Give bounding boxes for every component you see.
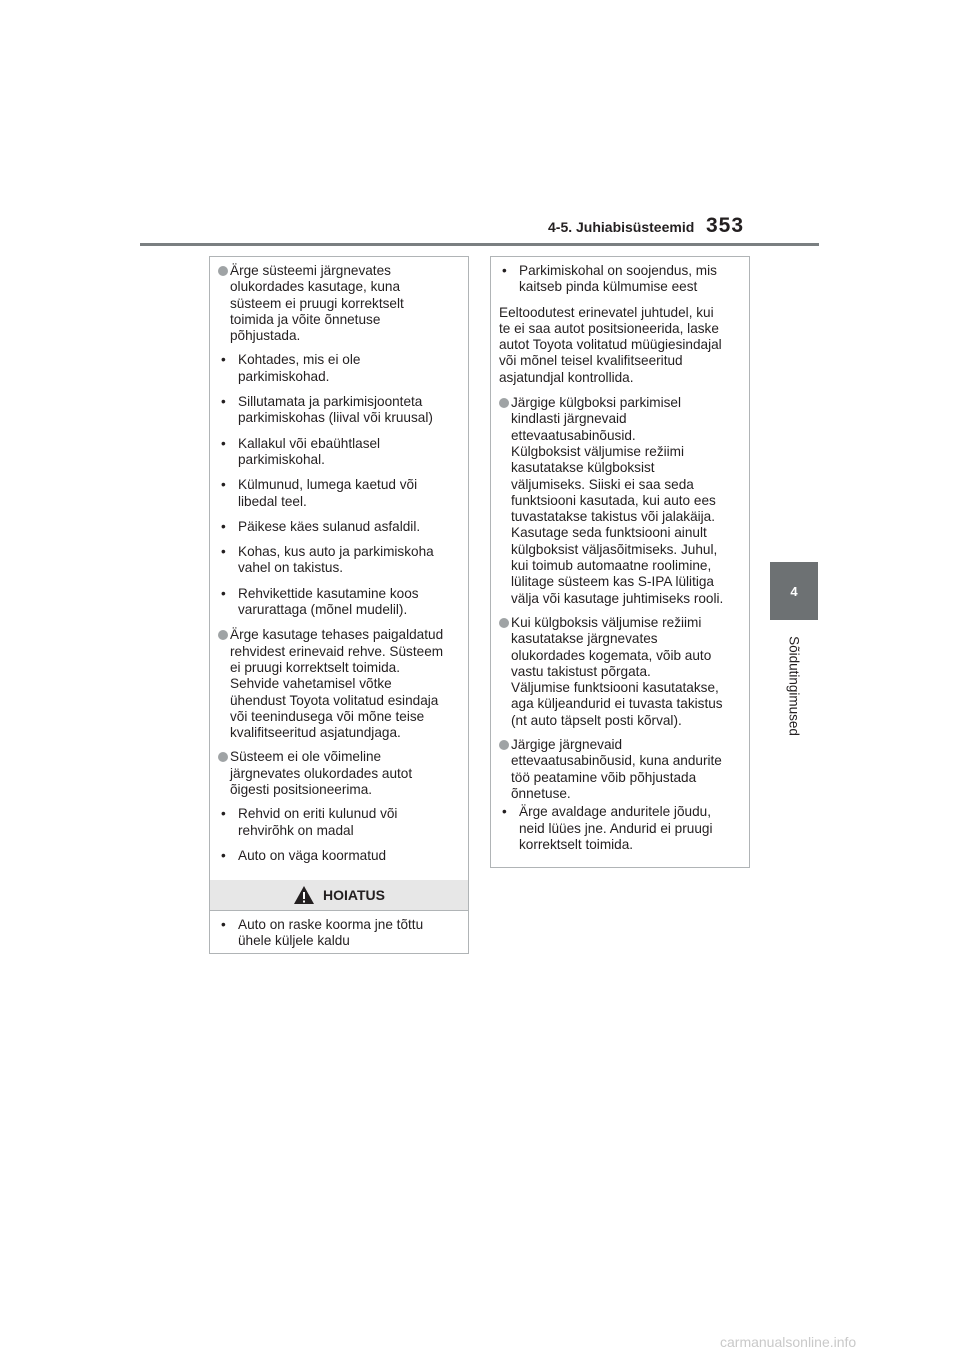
bullet-icon: • xyxy=(221,585,226,601)
text-line: Rehvikettide kasutamine koos xyxy=(238,585,419,601)
text-line: väljumiseks. Siiski ei saa seda xyxy=(511,476,694,492)
text-line: Järgige külgboksi parkimisel xyxy=(511,395,681,411)
text-line: rehvidest erinevaid rehve. Süsteem xyxy=(230,643,444,659)
warning-content xyxy=(218,917,458,959)
bullet-point xyxy=(499,615,739,729)
text-line: kaitseb pinda külmumise eest xyxy=(519,279,698,295)
text-line: (nt auto täpselt posti kõrval). xyxy=(511,712,682,728)
text-line: olukordades kasutage, kuna xyxy=(230,279,401,295)
text-line: töö peatamine võib põhjustada xyxy=(511,769,697,785)
text-line: kasutatakse järgnevates xyxy=(511,631,658,647)
chapter-tab: 4 xyxy=(770,562,818,620)
warning-label: HOIATUS xyxy=(323,887,385,903)
text-line: varurattaga (mõnel mudelil). xyxy=(238,602,408,618)
list-item xyxy=(218,806,458,839)
bullet-icon: • xyxy=(221,518,226,534)
text-line: Väljumise funktsiooni kasutatakse, xyxy=(511,680,719,696)
list-item xyxy=(218,352,458,385)
bullet-point xyxy=(218,263,458,344)
bullet-icon: • xyxy=(502,804,507,820)
right-caution-box xyxy=(490,256,750,868)
bullet-dot-icon xyxy=(499,740,509,750)
list-item xyxy=(218,436,458,469)
bullet-icon: • xyxy=(221,477,226,493)
text-line: Kui külgboksis väljumise režiimi xyxy=(511,614,702,630)
text-line: Auto on raske koorma jne tõttu xyxy=(238,917,424,932)
text-line: libedal teel. xyxy=(238,493,307,509)
warning-header xyxy=(210,880,468,911)
text-line: toimida ja võite õnnetuse xyxy=(230,311,381,327)
text-line: Sillutamata ja parkimisjoonteta xyxy=(238,394,423,410)
list-item xyxy=(499,263,739,296)
text-line: vastu takistust põrgata. xyxy=(511,663,651,679)
text-line: põhjustada. xyxy=(230,328,301,344)
text-line: või mõnel teisel kvalifitseeritud xyxy=(499,353,683,369)
text-line: Ärge kasutage tehases paigaldatud xyxy=(230,627,444,643)
text-line: vahel on takistus. xyxy=(238,560,344,576)
text-line: õigesti positsioneerima. xyxy=(230,782,373,798)
bullet-dot-icon xyxy=(218,266,228,276)
left-caution-box xyxy=(209,256,469,954)
bullet-icon: • xyxy=(221,435,226,451)
list-item xyxy=(218,519,458,535)
list-item xyxy=(218,586,458,619)
text-line: õnnetuse. xyxy=(511,785,571,801)
text-line: rehvirõhk on madal xyxy=(238,822,354,838)
bullet-point xyxy=(218,749,458,798)
text-line: ühendust Toyota volitatud esindaja xyxy=(230,692,439,708)
list-item xyxy=(218,394,458,427)
text-line: süsteem ei pruugi korrektselt xyxy=(230,295,404,311)
bullet-point xyxy=(499,737,739,802)
text-line: lülitage süsteem kas S-IPA lülitiga xyxy=(511,574,714,590)
list-item xyxy=(218,848,458,864)
text-line: Auto on väga koormatud xyxy=(238,847,387,863)
text-line: välja või kasutage juhtimiseks rooli. xyxy=(511,590,724,606)
bullet-icon: • xyxy=(221,847,226,863)
list-item xyxy=(218,477,458,510)
text-line: ettevaatusabinõusid. xyxy=(511,427,636,443)
text-line: kasutatakse külgboksist xyxy=(511,460,655,476)
bullet-icon: • xyxy=(502,263,507,278)
text-line: Sehvide vahetamisel võtke xyxy=(230,676,392,692)
page-number: 353 xyxy=(706,214,745,237)
watermark: carmanualsonline.info xyxy=(720,1334,857,1350)
text-line: korrektselt toimida. xyxy=(519,836,634,852)
text-line: Ärge süsteemi järgnevates xyxy=(230,263,391,278)
text-line: Kohas, kus auto ja parkimiskoha xyxy=(238,544,434,560)
bullet-point xyxy=(218,627,458,741)
warning-triangle-icon xyxy=(293,885,315,905)
text-line: või teenindusega või mõne teise xyxy=(230,708,425,724)
text-line: funktsiooni kasutada, kui auto ees xyxy=(511,492,716,508)
text-line: olukordades kogemata, võib auto xyxy=(511,647,712,663)
bullet-icon: • xyxy=(221,917,226,932)
text-line: kui toimub automaatne roolimine, xyxy=(511,558,712,574)
list-item xyxy=(499,804,739,853)
bullet-dot-icon xyxy=(218,752,228,762)
bullet-dot-icon xyxy=(499,398,509,408)
header-rule xyxy=(140,243,819,246)
text-line: ühele küljele kaldu xyxy=(238,933,350,949)
paragraph xyxy=(499,305,739,386)
text-line: Järgige järgnevaid xyxy=(511,737,623,753)
text-line: parkimiskohas (liival või kruusal) xyxy=(238,410,433,426)
text-line: Ärge avaldage anduritele jõudu, xyxy=(519,804,711,820)
chapter-title: Sõidutingimused xyxy=(786,636,802,736)
text-line: Eeltoodutest erinevatel juhtudel, kui xyxy=(499,304,714,320)
bullet-dot-icon xyxy=(218,630,228,640)
text-line: ettevaatusabinõusid, kuna andurite xyxy=(511,753,722,769)
text-line: neid lüües jne. Andurid ei pruugi xyxy=(519,820,713,836)
bullet-point xyxy=(499,395,739,607)
text-line: tuvastatakse takistus või jalakäija. xyxy=(511,509,716,525)
text-line: Rehvid on eriti kulunud või xyxy=(238,806,398,822)
text-line: järgnevates olukordades autot xyxy=(230,765,413,781)
list-item xyxy=(218,917,458,950)
text-line: kvalifitseeritud asjatundjaga. xyxy=(230,725,401,741)
text-line: asjatundjal kontrollida. xyxy=(499,369,634,385)
list-item xyxy=(218,544,458,577)
section-title: 4-5. Juhiabisüsteemid xyxy=(548,219,695,235)
text-line: Kohtades, mis ei ole xyxy=(238,352,361,368)
bullet-icon: • xyxy=(221,352,226,368)
text-line: parkimiskohal. xyxy=(238,451,325,467)
text-line: aga küljeandurid ei tuvasta takistus xyxy=(511,696,723,712)
text-line: Süsteem ei ole võimeline xyxy=(230,749,382,765)
text-line: Külmunud, lumega kaetud või xyxy=(238,477,418,493)
text-line: Parkimiskohal on soojendus, mis xyxy=(519,263,717,278)
text-line: Kasutage seda funktsiooni ainult xyxy=(511,525,707,541)
text-line: Kallakul või ebaühtlasel xyxy=(238,435,381,451)
bullet-icon: • xyxy=(221,394,226,410)
text-line: kindlasti järgnevaid xyxy=(511,411,627,427)
text-line: Päikese käes sulanud asfaldil. xyxy=(238,518,421,534)
text-line: autot Toyota volitatud müügiesindajal xyxy=(499,337,722,353)
bullet-icon: • xyxy=(221,806,226,822)
text-line: külgboksist väljasõitmiseks. Juhul, xyxy=(511,541,718,557)
text-line: ei pruugi korrektselt toimida. xyxy=(230,659,400,675)
text-line: Külgboksist väljumise režiimi xyxy=(511,443,684,459)
text-line: parkimiskohad. xyxy=(238,368,330,384)
bullet-icon: • xyxy=(221,544,226,560)
bullet-dot-icon xyxy=(499,618,509,628)
text-line: te ei saa autot positsioneerida, laske xyxy=(499,320,719,336)
